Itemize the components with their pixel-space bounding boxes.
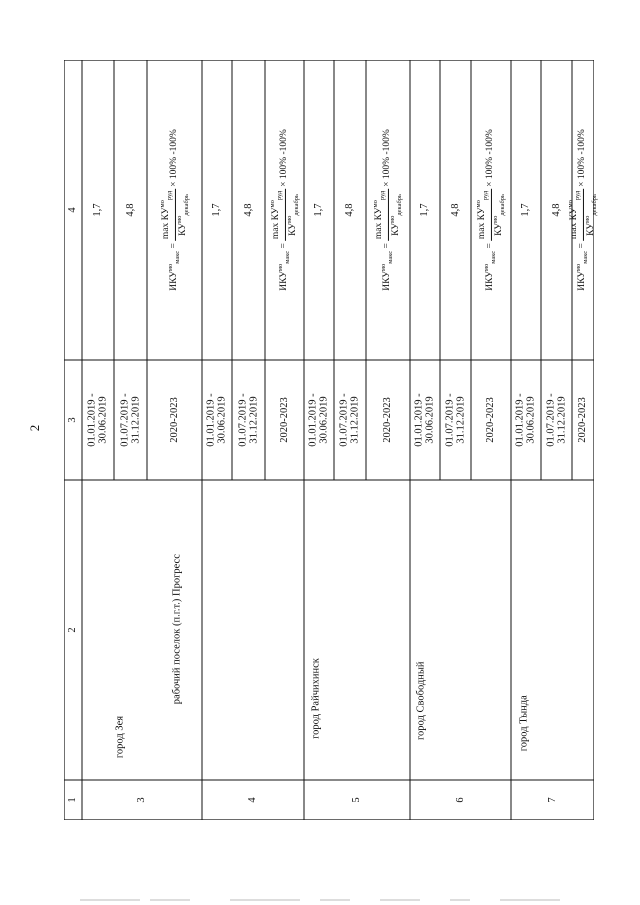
period-end: 31.12.2019 — [555, 396, 567, 444]
tariff-value: 1,7 — [312, 203, 324, 217]
period-cell: 2020-2023 — [484, 397, 496, 443]
formula-tail: × 100% -100% — [168, 129, 179, 187]
period-start: 01.01.2019 - — [307, 393, 319, 447]
index-formula — [373, 129, 403, 291]
tariff-value: 1,7 — [91, 203, 103, 217]
period-start: 01.01.2019 - — [413, 393, 425, 447]
row-number: 6 — [454, 797, 466, 803]
period-end: 31.12.2019 — [129, 396, 141, 444]
period-start: 01.07.2019 - — [338, 393, 350, 447]
municipality-name: город Райчихинск — [310, 658, 322, 739]
formula — [476, 129, 506, 291]
tariff-value: 4,8 — [550, 203, 562, 217]
row-number: 4 — [246, 797, 258, 803]
tariff-value: 4,8 — [343, 203, 355, 217]
formula-lhs: $ИКУ^{мо}_{макс}$ = — [575, 243, 590, 291]
municipality-name: рабочий поселок (п.г.т.) Прогресс — [171, 554, 183, 705]
period-start: 01.07.2019 - — [119, 393, 130, 447]
period-cell: 2020-2023 — [576, 397, 588, 443]
period-start: 01.07.2019 - — [444, 393, 455, 447]
formula-tail: × 100% -100% — [382, 129, 393, 187]
formula-tail: × 100% -100% — [485, 129, 496, 187]
municipality-name: город Тында — [518, 695, 530, 752]
period-cell — [238, 393, 259, 446]
formula-lhs: $ИКУ^{мо}_{макс}$ = — [380, 243, 395, 291]
formula — [568, 129, 598, 291]
period-end: 31.12.2019 — [349, 396, 360, 444]
period-start: 01.07.2019 - — [237, 393, 248, 447]
formula-lhs: $ИКУ^{мо}_{макс}$ = — [483, 243, 498, 291]
formula-fraction: $\max КУ^{мо}_{руд}$ $КУ^{мо}_{декабрь}$ — [474, 190, 506, 240]
municipality-name: город Зея — [114, 715, 126, 759]
formula-fraction: $\max КУ^{мо}_{руд}$ $КУ^{мо}_{декабрь}$ — [268, 190, 300, 240]
period-cell: 2020-2023 — [168, 397, 180, 443]
period-end: 31.12.2019 — [247, 396, 259, 444]
period-end: 30.06.2019 — [318, 396, 329, 444]
period-cell — [445, 393, 466, 446]
period-cell — [207, 393, 228, 446]
tariff-value: 4,8 — [124, 203, 136, 217]
row-number: 5 — [350, 797, 362, 803]
tariff-value: 1,7 — [418, 203, 430, 217]
period-end: 30.06.2019 — [97, 396, 108, 444]
formula-lhs: $ИКУ^{мо}_{макс}$ = — [166, 243, 181, 291]
period-cell — [546, 393, 567, 446]
index-formula — [159, 129, 189, 291]
municipality-name: город Свободный — [414, 661, 426, 740]
column-header-3: 3 — [66, 417, 78, 423]
period-start: 01.07.2019 - — [545, 393, 556, 447]
period-end: 30.06.2019 — [216, 396, 227, 444]
period-cell — [88, 393, 109, 446]
period-end: 31.12.2019 — [454, 396, 466, 444]
tariff-value: 1,7 — [210, 203, 222, 217]
period-end: 30.06.2019 — [525, 396, 536, 444]
index-formula — [269, 129, 299, 291]
period-end: 30.06.2019 — [424, 396, 435, 444]
formula-tail: × 100% -100% — [577, 129, 588, 187]
tariff-value: 4,8 — [449, 203, 461, 217]
row-number: 7 — [546, 797, 558, 803]
index-formula — [476, 129, 506, 291]
formula-fraction: $\max КУ^{мо}_{руд}$ $КУ^{мо}_{декабрь}$ — [158, 190, 190, 240]
period-start: 01.01.2019 - — [205, 393, 217, 447]
period-cell — [120, 393, 141, 446]
tariff-value: 4,8 — [242, 203, 254, 217]
column-header-2: 2 — [66, 627, 78, 633]
period-cell — [340, 393, 361, 446]
period-cell — [309, 393, 330, 446]
period-cell — [516, 393, 537, 446]
index-formula — [568, 129, 598, 291]
formula — [159, 129, 189, 291]
tariff-table — [64, 60, 598, 820]
period-cell: 2020-2023 — [381, 397, 393, 443]
period-cell: 2020-2023 — [278, 397, 290, 443]
column-header-4: 4 — [66, 207, 78, 213]
period-start: 01.01.2019 - — [86, 393, 98, 447]
formula-fraction: $\max КУ^{мо}_{руд}$ $КУ^{мо}_{декабрь}$ — [371, 190, 403, 240]
row-number: 3 — [135, 797, 147, 803]
tariff-value: 1,7 — [519, 203, 531, 217]
formula — [373, 129, 403, 291]
page-number: 2 — [27, 424, 42, 432]
formula-tail: × 100% -100% — [278, 129, 289, 187]
formula-lhs: $ИКУ^{мо}_{макс}$ = — [276, 243, 291, 291]
period-start: 01.01.2019 - — [514, 393, 526, 447]
formula — [269, 129, 299, 291]
scan-artifact — [0, 895, 640, 905]
period-cell — [415, 393, 436, 446]
column-header-1: 1 — [66, 797, 78, 803]
formula-fraction: $\max КУ^{мо}_{руд}$ $КУ^{мо}_{декабрь}$ — [566, 190, 598, 240]
